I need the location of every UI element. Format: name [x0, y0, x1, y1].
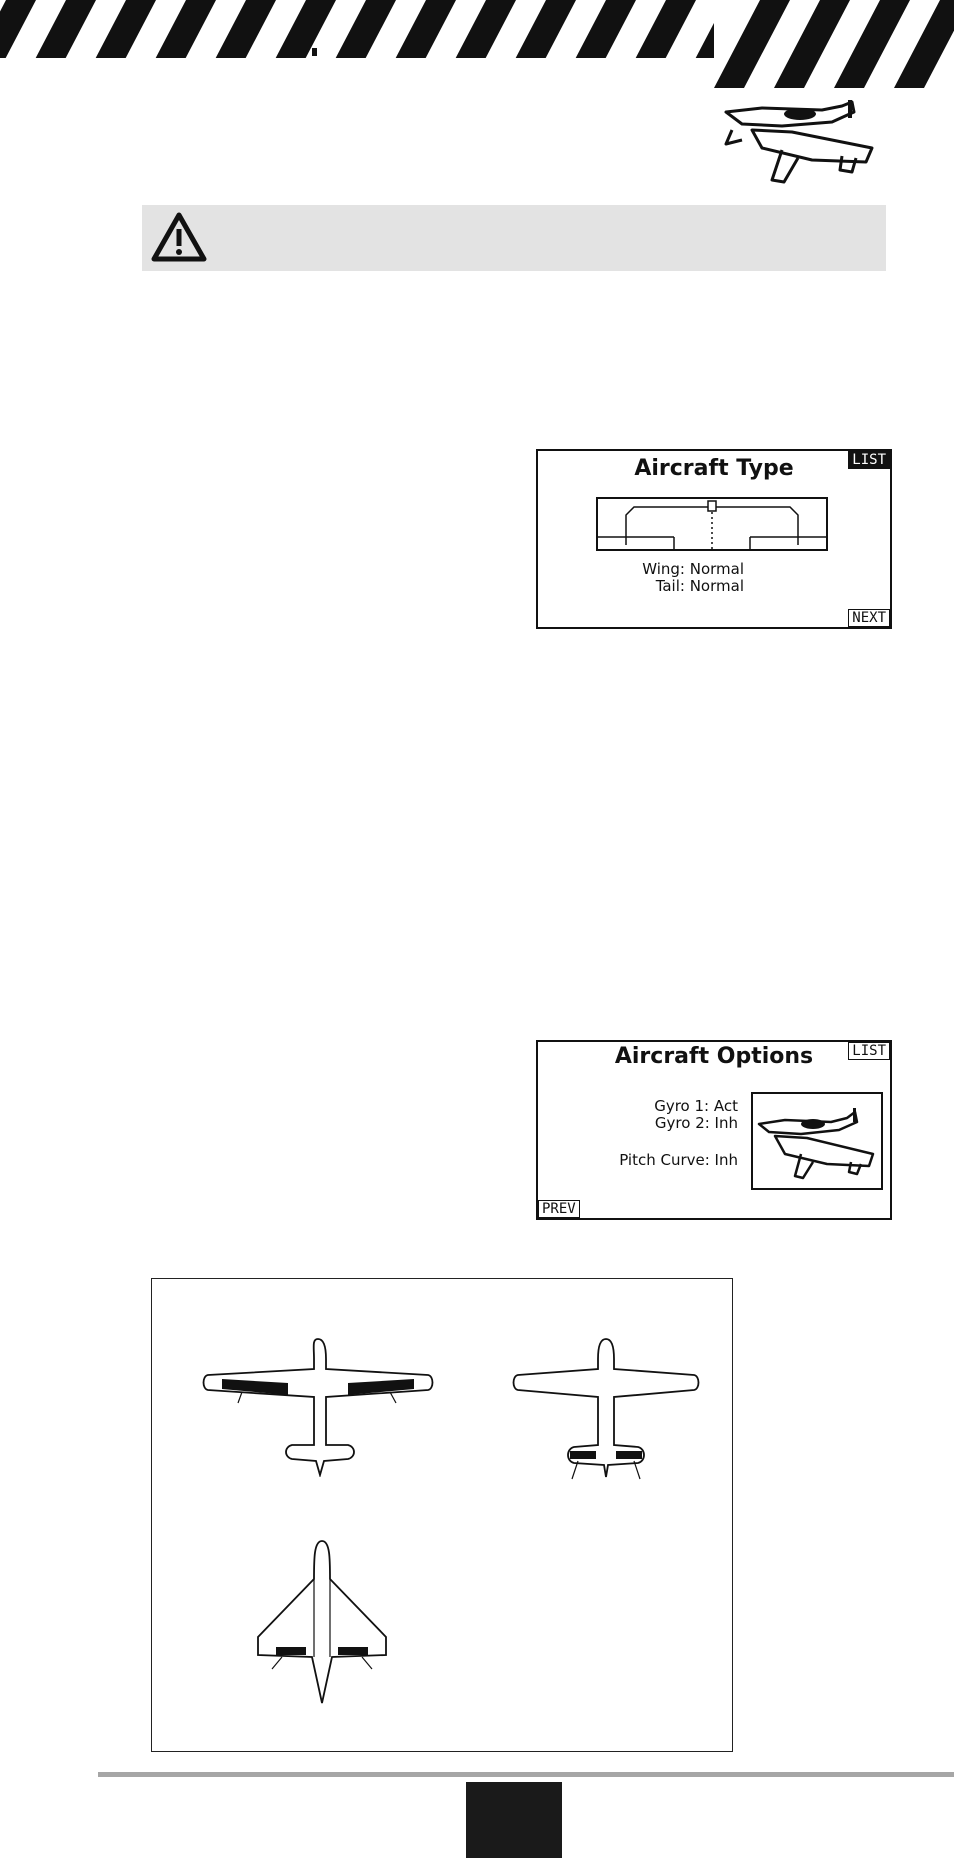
airplane-icon [751, 1092, 883, 1190]
wing-diagram [596, 497, 828, 551]
prev-button[interactable]: PREV [538, 1200, 580, 1218]
lcd-aircraft-type-screen [536, 449, 892, 629]
pitch-curve-line: Pitch Curve: Inh [619, 1151, 738, 1169]
tail-type-line: Tail: Normal [655, 577, 744, 595]
list-button[interactable]: LIST [848, 451, 890, 469]
plane-wing-surfaces-illustration [200, 1337, 436, 1477]
page-number-tab [466, 1782, 562, 1858]
gyro2-line: Gyro 2: Inh [654, 1114, 738, 1132]
warning-icon [150, 211, 208, 263]
footer-rule [98, 1772, 954, 1777]
airplane-icon [722, 100, 876, 188]
lcd-aircraft-options-screen [536, 1040, 892, 1220]
lcd-title: Aircraft Options [614, 1044, 814, 1069]
wing-type-line: Wing: Normal [642, 560, 744, 578]
gyro1-line: Gyro 1: Act [654, 1097, 738, 1115]
hazard-stripe-header [0, 0, 954, 88]
aircraft-control-surfaces-diagram [151, 1278, 733, 1752]
next-button[interactable]: NEXT [848, 609, 890, 627]
delta-wing-illustration [248, 1539, 396, 1709]
warning-callout [142, 205, 886, 271]
plane-tail-surfaces-illustration [508, 1337, 704, 1487]
list-button[interactable]: LIST [848, 1042, 890, 1060]
lcd-title: Aircraft Type [634, 456, 794, 481]
